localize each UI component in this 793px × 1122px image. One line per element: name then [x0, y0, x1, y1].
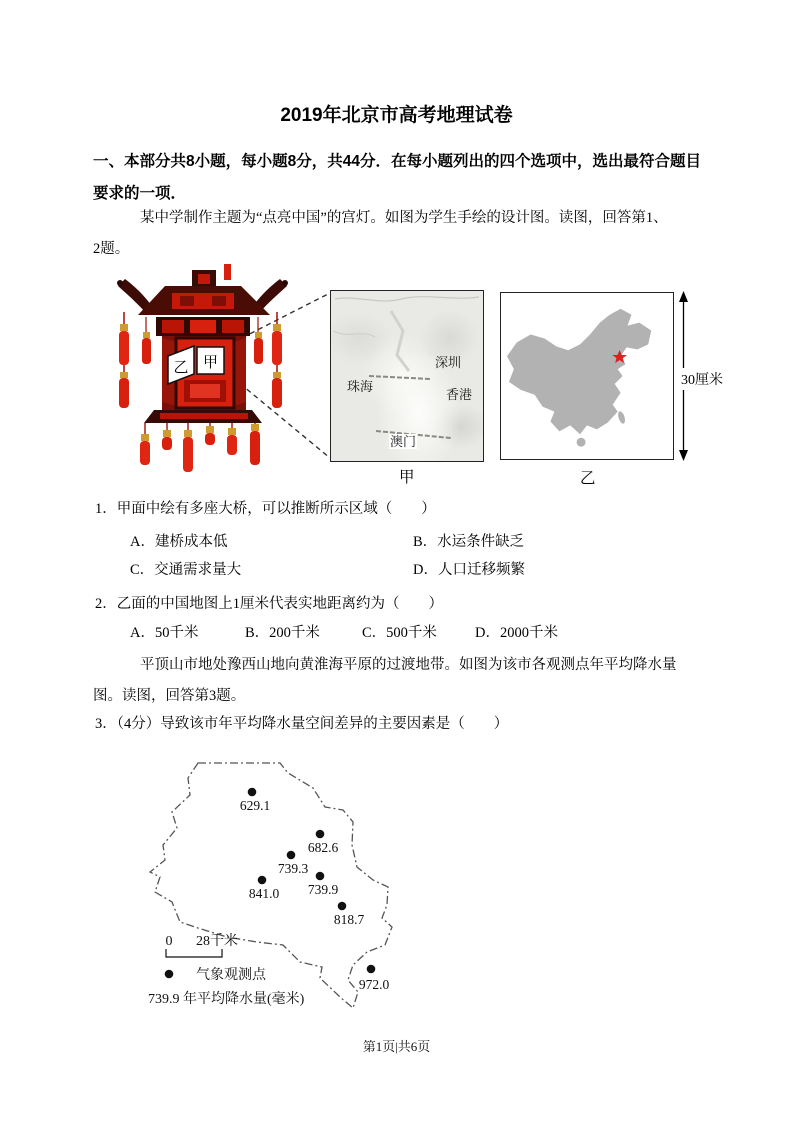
question-1-stem: 1．甲面中绘有多座大桥，可以推断所示区域（ ） — [95, 501, 436, 517]
q2-option-b: B．200千米 — [245, 625, 320, 641]
passage-2 — [93, 650, 707, 712]
intro-line-1: 某中学制作主题为“点亮中国”的宫灯。如图为学生手绘的设计图。读图，回答第1、 — [140, 210, 668, 226]
precipitation-value: 841.0 — [248, 886, 280, 901]
q1-option-b: B．水运条件缺乏 — [413, 534, 525, 550]
lantern-upper-frieze — [156, 317, 250, 336]
precipitation-value: 629.1 — [239, 798, 271, 813]
q1-option-d: D．人口迁移频繁 — [413, 562, 525, 578]
lantern-label-jia-box — [197, 347, 224, 374]
page-title: 2019年北京市高考地理试卷 — [280, 105, 513, 126]
observation-dot — [316, 830, 325, 839]
observation-dot — [287, 851, 296, 860]
q2-option-a: A．50千米 — [130, 625, 199, 641]
lantern-bottom — [144, 410, 262, 423]
question-3-stem: 3．（4分）导致该市年平均降水量空间差异的主要因素是（ ） — [95, 716, 509, 732]
precipitation-values — [240, 798, 390, 992]
lantern-bottom-tassels — [140, 423, 260, 472]
legend-dot-icon — [165, 970, 174, 979]
question-2-stem: 2．乙面的中国地图上1厘米代表实地距离约为（ ） — [95, 596, 443, 612]
lantern-figure — [110, 262, 295, 477]
section-heading-line-2: 要求的一项． — [93, 185, 187, 202]
legend — [148, 966, 305, 1007]
precipitation-map — [140, 745, 465, 1017]
caption-yi: 乙 — [580, 470, 596, 487]
q2-option-d: D．2000千米 — [475, 625, 558, 641]
q1-option-c: C．交通需求量大 — [130, 562, 242, 578]
q1-option-a: A．建桥成本低 — [130, 534, 228, 550]
footer-page-number: 第1页|共6页 — [362, 1039, 431, 1054]
lantern-roof — [117, 264, 288, 315]
observation-dot — [338, 902, 347, 911]
hainan-island — [577, 438, 586, 447]
section-heading-line-1: 一、本部分共8小题，每小题8分，共44分．在每小题列出的四个选项中，选出最符合题目 — [93, 153, 701, 170]
dimension-label: 30厘米 — [676, 368, 728, 390]
precipitation-value: 739.9 — [307, 882, 339, 897]
precipitation-value: 739.3 — [277, 861, 309, 876]
q2-option-c: C．500千米 — [362, 625, 437, 641]
lantern-label-jia: 甲 — [202, 355, 219, 371]
scale-label: 28千米 — [196, 934, 238, 949]
observation-dots — [248, 788, 376, 974]
legend-point-label: 气象观测点 — [196, 968, 266, 983]
observation-dot — [258, 876, 267, 885]
taiwan-island — [617, 410, 627, 424]
legend-value-label: 739.9 年平均降水量(毫米) — [148, 992, 305, 1007]
observation-dot — [316, 872, 325, 881]
precipitation-value: 682.6 — [307, 840, 339, 855]
map-yi — [500, 292, 674, 460]
passage-2-line-1: 平顶山市地处豫西山地向黄淮海平原的过渡地带。如图为该市各观测点年平均降水量 — [140, 657, 677, 673]
map-jia-label-hongkong: 香港 — [446, 387, 473, 402]
map-jia-label-shenzhen: 深圳 — [435, 355, 462, 370]
map-jia-label-macau: 澳门 — [390, 434, 417, 449]
observation-dot — [248, 788, 257, 797]
precipitation-value: 818.7 — [333, 912, 365, 927]
observation-dot — [367, 965, 376, 974]
scale-bar — [166, 932, 239, 957]
china-map — [501, 293, 673, 459]
china-silhouette — [507, 309, 651, 434]
map-jia — [330, 290, 484, 462]
lantern-label-yi: 乙 — [173, 360, 189, 376]
map-jia-label-zhuhai: 珠海 — [347, 379, 374, 394]
caption-jia: 甲 — [399, 469, 415, 486]
passage-2-line-2: 图。读图，回答第3题。 — [93, 688, 246, 704]
precipitation-value: 972.0 — [358, 977, 390, 992]
scale-zero: 0 — [165, 934, 173, 949]
intro-line-2: 2题。 — [93, 241, 130, 257]
